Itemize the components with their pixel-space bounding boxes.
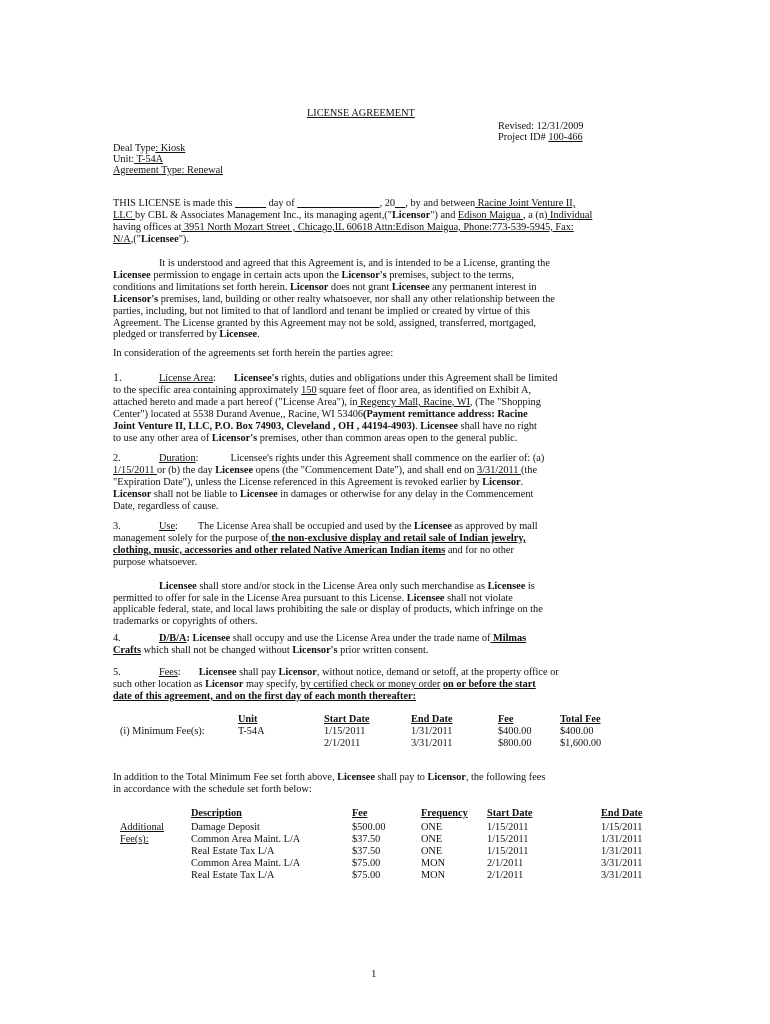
table-cell: 3/31/2011 [601,870,643,881]
table-cell: Damage Deposit [191,822,260,833]
additional-fee-label: Fee(s): [120,834,149,845]
document-title: LICENSE AGREEMENT [307,108,415,119]
revised-date: Revised: 12/31/2009 [498,121,584,132]
col-header-fee: Fee [352,808,368,819]
table-cell: T-54A [238,726,265,737]
col-header-fee: Fee [498,714,514,725]
table-cell: 1/15/2011 [487,834,529,845]
consideration-line: In consideration of the agreements set forth herein the parties agree: [113,348,394,359]
col-header-end-date: End Date [601,808,643,819]
section-dba: 4. D/B/A: Licensee shall occupy and use the License Area under the trade name of Milmas Crafts which shall not be changed without Licensor's prior written consent. [113,633,527,656]
table-cell: 1/15/2011 [487,846,529,857]
table-cell: $37.50 [352,846,381,857]
intro-paragraph: THIS LICENSE is made this ______ day of ________________, 20__, by and between Racine Joint Venture II, LLC by CBL & Associates Management Inc., its managing agent,("Licensor") and Edison Maigua , a (n) Individual having offices at 3951 North Mozart Street , Chicago,IL 60618 Attn:Edison Maigua, Phone:773-539-5945, Fax: N/A,("Licensee"). [113,198,593,245]
table-cell: 1/15/2011 [324,726,366,737]
table-cell: ONE [421,834,443,845]
col-header-start-date: Start Date [324,714,370,725]
table-cell: ONE [421,822,443,833]
additional-fee-label: Additional [120,822,165,833]
table-cell: ONE [421,846,443,857]
table-cell: 3/31/2011 [601,858,643,869]
understood-paragraph: It is understood and agreed that this Agreement is, and is intended to be a License, granting the Licensee permission to engage in certain acts upon the Licensor's premises, subject to the terms, conditions and limitations set forth herein. Licensor does not grant Licensee any permanent interest in Licensor's premises, land, building or other realty whatsoever, nor shall any other relationship between the parties, including, but not limited to that of landlord and tenant be implied or created by virtue of this Agreement. The License granted by this Agreement may not be sold, assigned, transferred, mortgaged, pledged or transferred by Licensee. [113,258,555,341]
table-cell: $400.00 [560,726,594,737]
table-cell: 2/1/2011 [324,738,361,749]
table-cell: 1/15/2011 [487,822,529,833]
table-cell: 1/31/2011 [411,726,453,737]
col-header-start-date: Start Date [487,808,533,819]
table-cell: $400.00 [498,726,532,737]
table-cell: 1/31/2011 [601,834,643,845]
table-cell: 2/1/2011 [487,858,524,869]
unit: Unit: T-54A [113,154,164,165]
section-duration: 2. Duration: Licensee's rights under this Agreement shall commence on the earlier of: (a) 1/15/2011 or (b) the day Licensee opens (the "Commencement Date"), and shall end on 3/31/2011 (the "Expiration Date"), unless the License referenced in this Agreement is revoked earlier by Licensor. Licensor shall not be liable to Licensee in damages or otherwise for any delay in the Commencement Date, regardless of cause. [113,453,545,512]
table-cell: $75.00 [352,870,381,881]
table-cell: 3/31/2011 [411,738,453,749]
table-cell: $800.00 [498,738,532,749]
col-header-end-date: End Date [411,714,453,725]
section-fees: 5. Fees: Licensee shall pay Licensor, without notice, demand or setoff, at the property office or such other location as Licensor may specify, by certified check or money order on or before the start date of this agreement, and on the first day of each month thereafter: [113,667,559,702]
agreement-type: Agreement Type: Renewal [113,165,224,176]
table-cell: Real Estate Tax L/A [191,846,275,857]
table-cell: MON [421,870,446,881]
minimum-fee-label: (i) Minimum Fee(s): [120,726,205,737]
col-header-frequency: Frequency [421,808,468,819]
table-cell: Common Area Maint. L/A [191,858,301,869]
project-id: Project ID# 100-466 [498,132,583,143]
table-cell: $37.50 [352,834,381,845]
page-number: 1 [371,968,377,980]
table-cell: Common Area Maint. L/A [191,834,301,845]
col-header-total-fee: Total Fee [560,714,601,725]
col-header-unit: Unit [238,714,258,725]
table-cell: $1,600.00 [560,738,602,749]
table-cell: MON [421,858,446,869]
table-cell: $500.00 [352,822,386,833]
additional-fees-intro: In addition to the Total Minimum Fee set forth above, Licensee shall pay to Licensor, the following fees in accordance with the schedule set forth below: [113,772,546,795]
table-cell: $75.00 [352,858,381,869]
col-header-description: Description [191,808,242,819]
table-cell: 1/15/2011 [601,822,643,833]
section-license-area: 1. License Area: Licensee's rights, duties and obligations under this Agreement shall be limited to the specific area containing approximately 150 square feet of floor area, as identified on Exhibit A, attached hereto and made a part hereof ("License Area"), in Regency Mall, Racine, WI, (The "Shopping Center") located at 5538 Durand Avenue,, Racine, WI 53406(Payment remittance address: Racine Joint Venture II, LLC, P.O. Box 74903, Cleveland , OH , 44194-4903). Licensee shall have no right to use any other area of Licensor's premises, other than common areas open to the general public. [113,370,558,444]
table-cell: 1/31/2011 [601,846,643,857]
section-use: 3. Use: The License Area shall be occupied and used by the Licensee as approved by mall management solely for the purpose of the non-exclusive display and retail sale of Indian jewelry, clothing, music, accessories and other related Native American Indian items and for no other purpose whatsoever. Licensee shall store and/or stock in the License Area only such merchandise as Licensee is permitted to offer for sale in the License Area pursuant to this License. Licensee shall not violate applicable federal, state, and local laws prohibiting the sale or display of products, which infringe on the trademarks or copyrights of others. [113,521,543,628]
table-cell: Real Estate Tax L/A [191,870,275,881]
deal-type: Deal Type: Kiosk [113,143,186,154]
table-cell: 2/1/2011 [487,870,524,881]
